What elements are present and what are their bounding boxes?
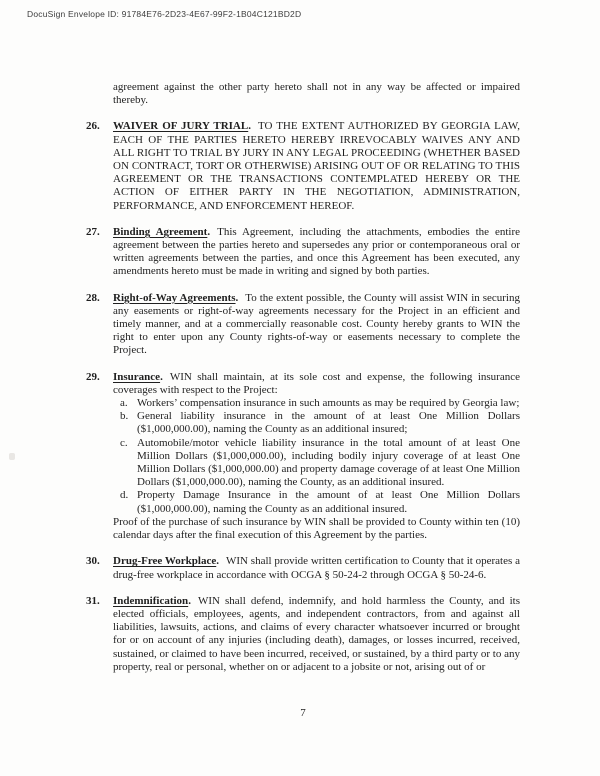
sub-item-b — [113, 410, 520, 436]
heading-period: . — [188, 594, 191, 607]
clause-text: To the extent possible, the County will assist WIN in securing any easements or right-of-way agreements necessary for the Project in an efficient and timely manner, and at a commercially reasonable cost. County hereby grants to WIN the right to enter upon any County rights-of-way or easements necessary to complete the Project. — [113, 291, 520, 357]
heading-period: . — [216, 555, 219, 568]
clause-text: WIN shall maintain, at its sole cost and expense, the following insurance coverages with respect to the Project: — [113, 370, 520, 396]
clause-number: 27. — [86, 225, 100, 238]
sub-item-letter: d. — [120, 489, 129, 502]
clause-number: 29. — [86, 370, 100, 383]
heading-period: . — [248, 120, 251, 133]
heading-period: . — [207, 225, 211, 238]
clause-28-right-of-way-agreements — [86, 292, 520, 358]
clause-text: TO THE EXTENT AUTHORIZED BY GEORGIA LAW, EACH OF THE PARTIES HERETO HEREBY IRREVOCABLY WAIVES ANY AND ALL RIGHT TO TRIAL BY JURY IN ANY LEGAL PROCEEDING (WHETHER BASED ON CONTRACT, TORT OR OTHERWISE) ARISING OUT OF OR RELATING TO THIS AGREEMENT OR THE TRANSACTIONS CONTEMPLATED HEREBY OR THE ACTION OF EITHER PARTY IN THE NEGOTIATION, ADMINISTRATION, PERFORMANCE, AND ENFORCEMENT HEREOF. — [113, 120, 520, 212]
sub-item-text: Property Damage Insurance in the amount of at least One Million Dollars ($1,000,000.00), naming the County as an additional insured. — [137, 489, 520, 515]
sub-item-a — [113, 397, 520, 410]
heading-period: . — [160, 370, 163, 383]
sub-item-d — [113, 489, 520, 515]
clause-text: WIN shall defend, indemnify, and hold harmless the County, and its elected officials, employees, agents, and independent contractors, from and against all liabilities, lawsuits, actions, and claims of every character whatsoever incurred or brought for or on account of any injuries (including death), damages, or losses incurred, received, sustained, or claimed to have been incurred, received, or sustained, by a third party or to any property, real or personal, whether on or adjacent to a jobsite or not, arising out of or — [113, 594, 520, 673]
sub-item-text: General liability insurance in the amount of at least One Million Dollars ($1,000,000.00), naming the County as an additional insured; — [137, 410, 520, 436]
clause-number: 28. — [86, 291, 100, 304]
sub-item-letter: a. — [120, 397, 128, 410]
clause-heading: Binding Agreement — [113, 225, 208, 238]
clause-30-drug-free-workplace — [86, 555, 520, 581]
sub-item-letter: c. — [120, 436, 128, 449]
clause-heading: Insurance — [113, 370, 161, 383]
clause-text-block — [113, 555, 520, 581]
sub-item-text: Automobile/motor vehicle liability insurance in the total amount of at least One Million Dollars ($1,000,000.00), including bodily injury coverage of at least One Million Dollars ($1,000,000.00) and property damage coverage of at least One Million Dollars ($1,000,000.00), naming the County, as an additional insured. — [137, 436, 520, 489]
clause-text-block — [113, 595, 520, 674]
clause-heading: Indemnification — [113, 594, 189, 607]
insurance-proof-note: Proof of the purchase of such insurance by WIN shall be provided to County within ten (10) calendar days after the final execution of this Agreement by the parties. — [113, 515, 520, 542]
heading-period: . — [235, 291, 239, 304]
clause-27-binding-agreement — [86, 226, 520, 279]
clause-text: This Agreement, including the attachments, embodies the entire agreement between the parties hereto and supersedes any prior or contemporaneous oral or written agreements between the parties, and once this Agreement has been executed, any amendments hereto must be made in writing and signed by both parties. — [113, 225, 520, 278]
clause-number: 31. — [86, 594, 100, 607]
carryover-paragraph: agreement against the other party hereto shall not in any way be affected or impaired thereby. — [113, 81, 520, 107]
sub-item-text: Workers’ compensation insurance in such amounts as may be required by Georgia law; — [137, 397, 520, 410]
sub-item-c — [113, 437, 520, 490]
insurance-sublist — [113, 397, 520, 516]
document-body — [86, 81, 520, 674]
clause-heading: Drug-Free Workplace — [113, 555, 217, 568]
clause-26-waiver-of-jury-trial — [86, 120, 520, 212]
clause-29-insurance — [86, 371, 520, 543]
scan-speck — [9, 453, 15, 460]
clause-31-indemnification — [86, 595, 520, 674]
sub-item-letter: b. — [120, 410, 129, 423]
page-number: 7 — [300, 707, 306, 719]
clause-text-block — [113, 226, 520, 279]
clause-text-block — [113, 292, 520, 358]
clause-text: WIN shall provide written certification to County that it operates a drug-free workplace in accordance with OCGA § 50-24-2 through OCGA § 50-24-6. — [113, 555, 520, 581]
clause-number: 26. — [86, 120, 100, 133]
clause-heading: Right-of-Way Agreements — [113, 291, 236, 304]
docusign-envelope-id: DocuSign Envelope ID: 91784E76-2D23-4E67-99F2-1B04C121BD2D — [27, 9, 302, 19]
clause-text-block — [113, 371, 520, 543]
clause-text-block — [113, 120, 520, 212]
clause-heading: WAIVER OF JURY TRIAL — [113, 120, 249, 133]
clause-number: 30. — [86, 555, 100, 568]
